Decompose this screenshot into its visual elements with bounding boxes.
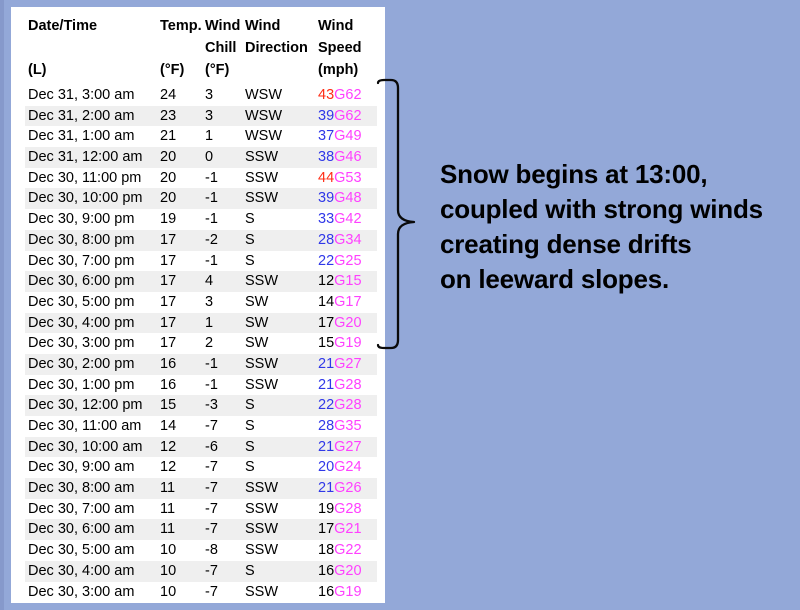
hourly-weather-table xyxy=(25,15,377,602)
cell-wind-direction: S xyxy=(245,252,255,269)
cell-wind-speed xyxy=(315,106,377,127)
cell-datetime: Dec 31, 3:00 am xyxy=(28,87,135,103)
slide-left-edge-shade xyxy=(0,0,4,610)
gust-wind-value: G17 xyxy=(334,293,362,310)
cell-wind-chill: 0 xyxy=(205,149,214,166)
gust-wind-value: G21 xyxy=(334,521,362,538)
cell-wind-direction: SSW xyxy=(245,273,279,290)
header-line: Direction xyxy=(245,40,308,56)
gust-wind-value: G28 xyxy=(334,376,362,393)
cell-wind-direction: SSW xyxy=(245,169,279,186)
table-row xyxy=(25,561,377,582)
table-row xyxy=(25,519,377,540)
cell-wind-chill: 3 xyxy=(205,107,214,124)
cell-wind-direction: WSW xyxy=(245,128,283,145)
cell-wind-chill: -7 xyxy=(205,418,218,434)
gust-wind-value: G42 xyxy=(334,211,362,228)
sustained-wind-value: 19 xyxy=(318,500,335,517)
header-line: Speed xyxy=(318,40,362,56)
cell-wind-speed xyxy=(315,271,377,292)
cell-temp: 16 xyxy=(160,376,177,393)
sustained-wind-value: 21 xyxy=(318,355,335,372)
cell-temp: 11 xyxy=(160,500,176,517)
cell-datetime: Dec 30, 11:00 pm xyxy=(28,169,142,186)
cell-temp: 12 xyxy=(160,459,177,476)
cell-temp: 11 xyxy=(160,521,176,538)
cell-wind-speed xyxy=(315,209,377,230)
cell-datetime: Dec 30, 8:00 am xyxy=(28,480,135,497)
header-line xyxy=(160,37,202,59)
table-row xyxy=(25,209,377,230)
gust-wind-value: G19 xyxy=(334,583,362,600)
cell-wind-chill: 1 xyxy=(205,128,214,145)
cell-temp: 20 xyxy=(160,169,177,186)
sustained-wind-value: 16 xyxy=(318,562,335,579)
header-line: Chill xyxy=(205,40,237,56)
cell-temp: 11 xyxy=(160,480,176,497)
sustained-wind-value: 44 xyxy=(318,169,335,186)
cell-wind-direction: SW xyxy=(245,293,269,310)
header-temp xyxy=(157,15,202,85)
cell-wind-speed xyxy=(315,126,377,147)
cell-wind-speed xyxy=(315,519,377,540)
table-row xyxy=(25,106,377,127)
gust-wind-value: G27 xyxy=(334,438,362,455)
cell-temp: 24 xyxy=(160,87,177,103)
cell-wind-direction: SSW xyxy=(245,583,279,600)
cell-wind-speed xyxy=(315,251,377,272)
table-row xyxy=(25,147,377,168)
sustained-wind-value: 43 xyxy=(318,87,335,103)
table-row xyxy=(25,375,377,396)
cell-wind-chill: -3 xyxy=(205,397,218,414)
cell-datetime: Dec 30, 1:00 pm xyxy=(28,376,135,393)
cell-temp: 20 xyxy=(160,149,177,166)
cell-wind-speed xyxy=(315,499,377,520)
sustained-wind-value: 22 xyxy=(318,252,335,269)
cell-wind-speed xyxy=(315,561,377,582)
cell-wind-direction: SW xyxy=(245,314,269,331)
cell-temp: 21 xyxy=(160,128,177,145)
sustained-wind-value: 28 xyxy=(318,231,335,248)
gust-wind-value: G62 xyxy=(334,107,362,124)
cell-wind-speed xyxy=(315,457,377,478)
cell-wind-direction: WSW xyxy=(245,107,283,124)
cell-wind-direction: S xyxy=(245,459,255,476)
cell-wind-chill: -7 xyxy=(205,480,218,497)
cell-wind-direction: SW xyxy=(245,335,269,352)
cell-wind-speed xyxy=(315,395,377,416)
sustained-wind-value: 17 xyxy=(318,314,335,331)
cell-datetime: Dec 30, 10:00 am xyxy=(28,438,143,455)
table-row xyxy=(25,582,377,603)
cell-wind-chill: -6 xyxy=(205,438,218,455)
cell-wind-chill: 3 xyxy=(205,293,214,310)
cell-datetime: Dec 31, 12:00 am xyxy=(28,149,143,166)
gust-wind-value: G15 xyxy=(334,273,362,290)
cell-wind-chill: -8 xyxy=(205,542,218,559)
table-row xyxy=(25,395,377,416)
header-line: (°F) xyxy=(160,62,185,78)
gust-wind-value: G26 xyxy=(334,480,362,497)
header-line: Wind xyxy=(205,18,241,34)
cell-wind-chill: -1 xyxy=(205,376,218,393)
cell-wind-speed xyxy=(315,540,377,561)
gust-wind-value: G48 xyxy=(334,190,362,207)
table-row xyxy=(25,478,377,499)
cell-wind-direction: SSW xyxy=(245,542,279,559)
sustained-wind-value: 15 xyxy=(318,335,335,352)
cell-wind-speed xyxy=(315,416,377,437)
cell-wind-direction: SSW xyxy=(245,190,279,207)
table-row xyxy=(25,333,377,354)
annotation-line: on leeward slopes. xyxy=(440,264,670,294)
gust-wind-value: G35 xyxy=(334,418,362,434)
cell-wind-chill: -7 xyxy=(205,500,218,517)
cell-temp: 17 xyxy=(160,314,177,331)
table-body xyxy=(25,85,377,602)
sustained-wind-value: 37 xyxy=(318,128,335,145)
cell-wind-direction: S xyxy=(245,397,255,414)
header-line: Wind xyxy=(245,18,281,34)
sustained-wind-value: 28 xyxy=(318,418,335,434)
sustained-wind-value: 18 xyxy=(318,542,335,559)
header-line: (mph) xyxy=(318,62,359,78)
cell-datetime: Dec 30, 4:00 am xyxy=(28,562,135,579)
header-line: (L) xyxy=(28,62,47,78)
gust-wind-value: G20 xyxy=(334,314,362,331)
cell-wind-chill: -1 xyxy=(205,190,218,207)
gust-wind-value: G25 xyxy=(334,252,362,269)
cell-datetime: Dec 30, 11:00 am xyxy=(28,418,142,434)
cell-datetime: Dec 30, 9:00 am xyxy=(28,459,135,476)
cell-wind-direction: SSW xyxy=(245,480,279,497)
cell-datetime: Dec 30, 7:00 pm xyxy=(28,252,135,269)
sustained-wind-value: 21 xyxy=(318,480,335,497)
curly-brace-icon xyxy=(369,69,417,353)
sustained-wind-value: 16 xyxy=(318,583,335,600)
cell-wind-chill: 2 xyxy=(205,335,214,352)
annotation-line: creating dense drifts xyxy=(440,229,692,259)
cell-datetime: Dec 31, 1:00 am xyxy=(28,128,135,145)
table-row xyxy=(25,437,377,458)
cell-wind-chill: -7 xyxy=(205,521,218,538)
table-header-row xyxy=(25,15,377,85)
cell-datetime: Dec 30, 6:00 am xyxy=(28,521,135,538)
cell-datetime: Dec 30, 6:00 pm xyxy=(28,273,135,290)
cell-datetime: Dec 30, 10:00 pm xyxy=(28,190,143,207)
cell-wind-speed xyxy=(315,478,377,499)
header-line: Wind xyxy=(318,18,354,34)
cell-temp: 16 xyxy=(160,355,177,372)
gust-wind-value: G46 xyxy=(334,149,362,166)
cell-wind-chill: -7 xyxy=(205,459,218,476)
table-row xyxy=(25,292,377,313)
cell-wind-direction: SSW xyxy=(245,149,279,166)
sustained-wind-value: 14 xyxy=(318,293,335,310)
annotation-text-block xyxy=(440,157,763,297)
table-row xyxy=(25,540,377,561)
cell-temp: 10 xyxy=(160,562,177,579)
table-row xyxy=(25,251,377,272)
sustained-wind-value: 33 xyxy=(318,211,335,228)
cell-datetime: Dec 30, 9:00 pm xyxy=(28,211,135,228)
cell-wind-speed xyxy=(315,313,377,334)
gust-wind-value: G53 xyxy=(334,169,362,186)
cell-temp: 17 xyxy=(160,252,177,269)
header-line xyxy=(245,59,315,81)
header-line: Temp. xyxy=(160,18,202,34)
header-wind-direction xyxy=(242,15,315,85)
header-line: Date/Time xyxy=(28,18,98,34)
cell-temp: 17 xyxy=(160,335,177,352)
cell-wind-chill: -7 xyxy=(205,562,218,579)
annotation-line: Snow begins at 13:00, xyxy=(440,159,708,189)
cell-wind-chill: -1 xyxy=(205,169,218,186)
cell-wind-speed xyxy=(315,230,377,251)
cell-wind-direction: SSW xyxy=(245,355,279,372)
table-row xyxy=(25,354,377,375)
sustained-wind-value: 39 xyxy=(318,190,335,207)
cell-wind-chill: 1 xyxy=(205,314,214,331)
cell-temp: 10 xyxy=(160,583,177,600)
table-row xyxy=(25,416,377,437)
sustained-wind-value: 39 xyxy=(318,107,335,124)
cell-wind-direction: S xyxy=(245,418,255,434)
cell-wind-speed xyxy=(315,188,377,209)
cell-wind-chill: 3 xyxy=(205,87,214,103)
hourly-weather-table-panel xyxy=(11,7,385,603)
gust-wind-value: G28 xyxy=(334,500,362,517)
sustained-wind-value: 17 xyxy=(318,521,335,538)
cell-temp: 17 xyxy=(160,231,177,248)
cell-temp: 14 xyxy=(160,418,177,434)
table-row xyxy=(25,271,377,292)
cell-wind-speed xyxy=(315,582,377,603)
gust-wind-value: G27 xyxy=(334,355,362,372)
cell-temp: 19 xyxy=(160,211,177,228)
gust-wind-value: G28 xyxy=(334,397,362,414)
cell-temp: 20 xyxy=(160,190,177,207)
cell-datetime: Dec 31, 2:00 am xyxy=(28,107,135,124)
cell-wind-chill: 4 xyxy=(205,273,214,290)
table-row xyxy=(25,188,377,209)
cell-wind-chill: -2 xyxy=(205,231,218,248)
gust-wind-value: G19 xyxy=(334,335,362,352)
cell-wind-speed xyxy=(315,85,377,106)
gust-wind-value: G62 xyxy=(334,87,362,103)
cell-temp: 15 xyxy=(160,397,177,414)
cell-temp: 12 xyxy=(160,438,177,455)
cell-datetime: Dec 30, 2:00 pm xyxy=(28,355,135,372)
table-row xyxy=(25,313,377,334)
sustained-wind-value: 22 xyxy=(318,397,335,414)
table-row xyxy=(25,499,377,520)
cell-datetime: Dec 30, 3:00 am xyxy=(28,583,135,600)
cell-wind-speed xyxy=(315,375,377,396)
cell-wind-direction: SSW xyxy=(245,521,279,538)
cell-datetime: Dec 30, 7:00 am xyxy=(28,500,135,517)
gust-wind-value: G49 xyxy=(334,128,362,145)
cell-temp: 17 xyxy=(160,273,177,290)
sustained-wind-value: 21 xyxy=(318,376,335,393)
sustained-wind-value: 20 xyxy=(318,459,335,476)
sustained-wind-value: 21 xyxy=(318,438,335,455)
cell-wind-direction: SSW xyxy=(245,500,279,517)
cell-temp: 10 xyxy=(160,542,177,559)
sustained-wind-value: 38 xyxy=(318,149,335,166)
header-line: (°F) xyxy=(205,62,230,78)
table-row xyxy=(25,126,377,147)
cell-wind-speed xyxy=(315,168,377,189)
cell-datetime: Dec 30, 12:00 pm xyxy=(28,397,143,414)
cell-wind-speed xyxy=(315,292,377,313)
cell-wind-chill: -7 xyxy=(205,583,218,600)
cell-datetime: Dec 30, 3:00 pm xyxy=(28,335,135,352)
cell-wind-direction: S xyxy=(245,562,255,579)
cell-wind-direction: S xyxy=(245,211,255,228)
table-row xyxy=(25,168,377,189)
cell-wind-direction: WSW xyxy=(245,87,283,103)
cell-temp: 23 xyxy=(160,107,177,124)
cell-wind-speed xyxy=(315,354,377,375)
cell-wind-direction: S xyxy=(245,231,255,248)
table-row xyxy=(25,85,377,106)
cell-datetime: Dec 30, 4:00 pm xyxy=(28,314,135,331)
cell-datetime: Dec 30, 5:00 pm xyxy=(28,293,135,310)
table-row xyxy=(25,457,377,478)
sustained-wind-value: 12 xyxy=(318,273,335,290)
header-line xyxy=(28,37,157,59)
gust-wind-value: G34 xyxy=(334,231,362,248)
gust-wind-value: G22 xyxy=(334,542,362,559)
cell-datetime: Dec 30, 8:00 pm xyxy=(28,231,135,248)
cell-wind-direction: S xyxy=(245,438,255,455)
annotation-line: coupled with strong winds xyxy=(440,194,763,224)
cell-wind-chill: -1 xyxy=(205,355,218,372)
header-wind-chill xyxy=(202,15,242,85)
header-datetime xyxy=(25,15,157,85)
cell-temp: 17 xyxy=(160,293,177,310)
cell-wind-chill: -1 xyxy=(205,211,218,228)
table-row xyxy=(25,230,377,251)
gust-wind-value: G24 xyxy=(334,459,362,476)
cell-wind-chill: -1 xyxy=(205,252,218,269)
header-wind-speed xyxy=(315,15,377,85)
cell-wind-speed xyxy=(315,147,377,168)
gust-wind-value: G20 xyxy=(334,562,362,579)
cell-wind-direction: SSW xyxy=(245,376,279,393)
cell-wind-speed xyxy=(315,437,377,458)
cell-wind-speed xyxy=(315,333,377,354)
cell-datetime: Dec 30, 5:00 am xyxy=(28,542,135,559)
